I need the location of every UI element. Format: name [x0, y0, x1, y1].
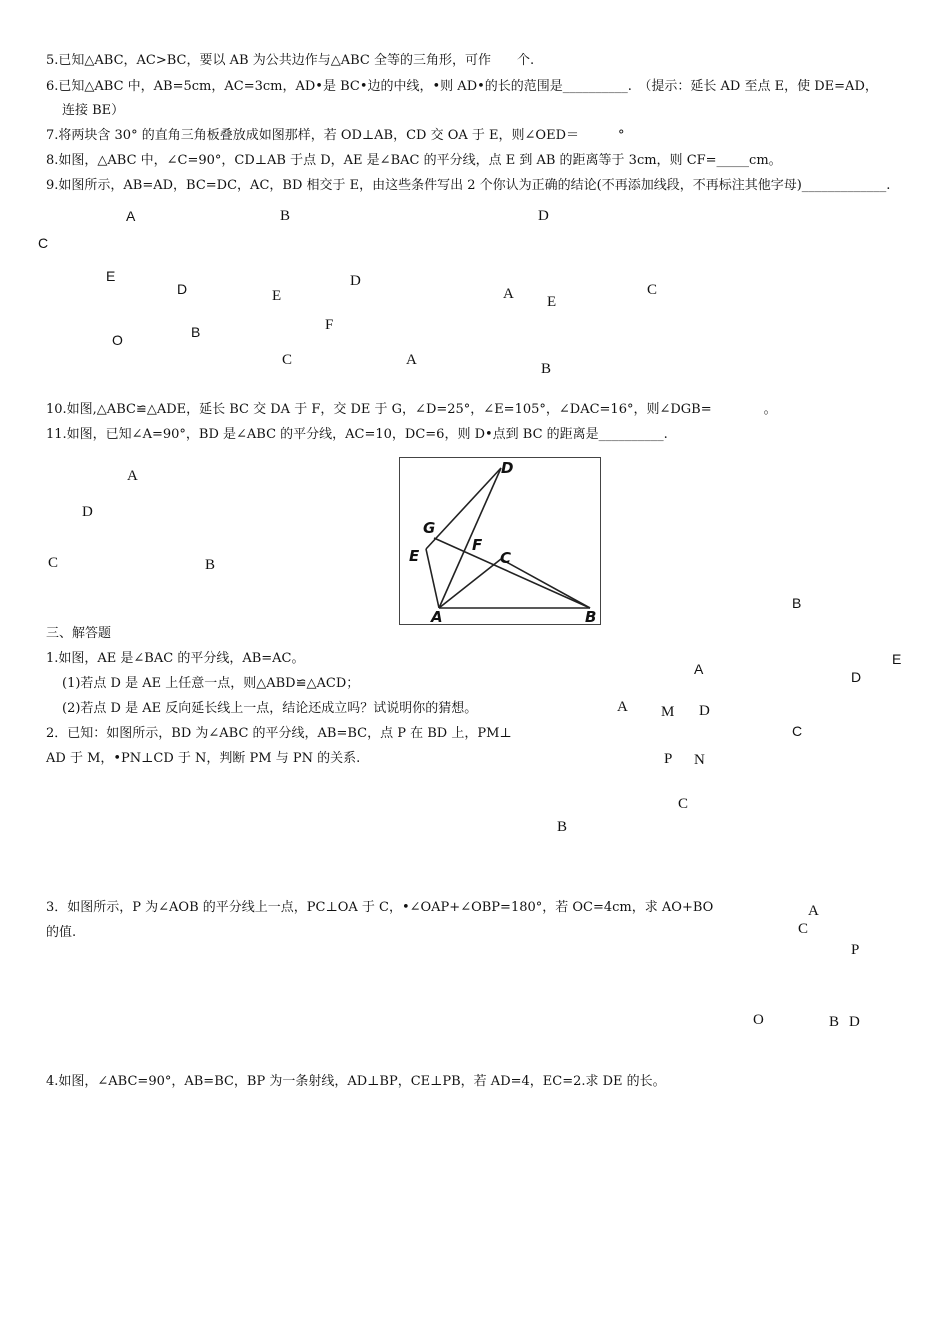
question-11: 11.如图，已知∠A=90°，BD 是∠ABC 的平分线，AC=10，DC=6，则 D•点到 BC 的距离是__________. — [46, 427, 668, 442]
point-label: O — [753, 1012, 764, 1028]
point-label: C — [798, 921, 809, 937]
point-label: A — [406, 352, 417, 368]
point-label: B — [557, 819, 568, 835]
point-label: C — [647, 282, 658, 298]
point-label: D — [350, 273, 361, 289]
point-label: O — [112, 332, 123, 348]
point-label: M — [661, 704, 675, 720]
point-label: A — [503, 286, 514, 302]
point-label: D — [82, 504, 93, 520]
problem-1-part1: (1)若点 D 是 AE 上任意一点，则△ABD≌△ACD； — [62, 676, 360, 691]
point-label: N — [694, 752, 705, 768]
point-label: C — [678, 796, 689, 812]
problem-2: 2．已知：如图所示，BD 为∠ABC 的平分线，AB=BC，点 P 在 BD 上，PM⊥ — [46, 726, 512, 741]
point-label: E — [547, 294, 557, 310]
point-label: C — [792, 723, 803, 739]
problem-1-part2: (2)若点 D 是 AE 反向延长线上一点，结论还成立吗？试说明你的猜想。 — [62, 701, 478, 716]
question-7: 7.将两块含 30° 的直角三角板叠放成如图那样，若 OD⊥AB，CD 交 OA 于 E，则∠OED＝ ° — [46, 128, 625, 143]
point-label: D — [177, 281, 188, 297]
question-5: 5.已知△ABC，AC>BC，要以 AB 为公共边作与△ABC 全等的三角形，可作 个. — [46, 53, 535, 68]
point-label: A — [694, 661, 704, 677]
point-label: B — [792, 595, 802, 611]
point-label: F — [325, 317, 334, 333]
point-label: A — [127, 468, 138, 484]
section-title: 三、解答题 — [46, 626, 112, 641]
point-label: F — [472, 536, 483, 554]
point-label: A — [808, 903, 819, 919]
figure-q10 — [399, 457, 601, 625]
point-label: A — [617, 699, 628, 715]
point-label: D — [538, 208, 549, 224]
point-label: D — [501, 459, 514, 477]
problem-1: 1.如图，AE 是∠BAC 的平分线，AB=AC。 — [46, 651, 305, 666]
point-label: G — [423, 519, 436, 537]
point-label: A — [126, 208, 136, 224]
question-6-cont: 连接 BE） — [62, 103, 125, 118]
question-9: 9.如图所示，AB=AD，BC=DC，AC，BD 相交于 E，由这些条件写出 2 个你认为正确的结论(不再添加线段，不再标注其他字母)_____________. — [46, 178, 891, 193]
point-label: D — [699, 703, 710, 719]
point-label: D — [851, 669, 862, 685]
problem-3-cont: 的值. — [46, 925, 77, 940]
question-6: 6.已知△ABC 中，AB=5cm，AC=3cm，AD•是 BC•边的中线，•则 AD•的长的范围是__________. （提示：延长 AD 至点 E，使 DE=AD， — [46, 79, 878, 94]
point-label: B — [585, 608, 597, 626]
point-label: C — [38, 235, 49, 251]
point-label: P — [664, 751, 673, 767]
problem-4: 4.如图，∠ABC=90°，AB=BC，BP 为一条射线，AD⊥BP，CE⊥PB，若 AD=4，EC=2.求 DE 的长。 — [46, 1074, 666, 1089]
problem-2-cont: AD 于 M，•PN⊥CD 于 N，判断 PM 与 PN 的关系. — [46, 751, 361, 766]
point-label: B — [191, 324, 201, 340]
point-label: C — [48, 555, 59, 571]
question-10: 10.如图,△ABC≌△ADE，延长 BC 交 DA 于 F，交 DE 于 G，∠D=25°，∠E=105°，∠DAC=16°，则∠DGB= 。 — [46, 402, 777, 417]
point-label: C — [500, 549, 512, 567]
point-label: E — [272, 288, 282, 304]
point-label: B — [829, 1014, 840, 1030]
point-label: E — [892, 651, 902, 667]
point-label: P — [851, 942, 860, 958]
point-label: D — [849, 1014, 860, 1030]
point-label: B — [280, 208, 291, 224]
point-label: E — [106, 268, 116, 284]
point-label: E — [409, 547, 420, 565]
figure-q10-drawing — [400, 458, 600, 624]
point-label: B — [205, 557, 216, 573]
point-label: A — [431, 608, 443, 626]
problem-3: 3．如图所示，P 为∠AOB 的平分线上一点，PC⊥OA 于 C，•∠OAP+∠OBP=180°，若 OC=4cm，求 AO+BO — [46, 900, 714, 915]
point-label: C — [282, 352, 293, 368]
question-8: 8.如图，△ABC 中，∠C=90°，CD⊥AB 于点 D，AE 是∠BAC 的平分线，点 E 到 AB 的距离等于 3cm，则 CF=_____cm。 — [46, 153, 782, 168]
point-label: B — [541, 361, 552, 377]
